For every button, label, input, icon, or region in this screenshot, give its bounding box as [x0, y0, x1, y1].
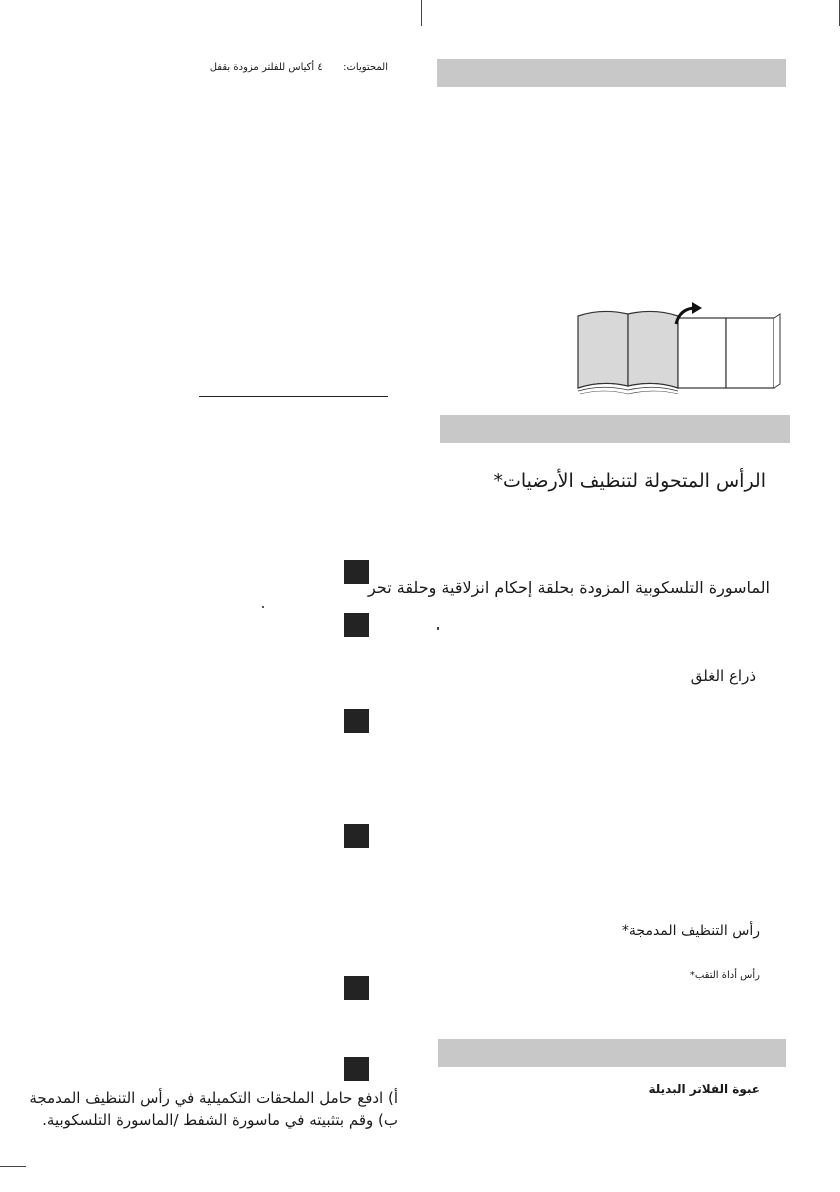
- step-marker: [344, 824, 369, 848]
- label-lock-lever: ذراع الغلق: [690, 667, 756, 685]
- crop-mark: [421, 0, 422, 26]
- booklet-foldout-illustration: [574, 302, 786, 400]
- instruction-a: أ) ادفع حامل الملحقات التكميلية في رأس التنظيف المدمجة: [29, 1089, 398, 1107]
- step-marker: [344, 560, 369, 584]
- text-fragment-dot: [262, 606, 264, 608]
- section-header-bar: [437, 59, 786, 87]
- step-marker: [344, 1057, 369, 1081]
- divider-line: [199, 396, 388, 397]
- label-crevice-nozzle: رأس أداة التقب*: [689, 970, 760, 981]
- contents-line: [210, 62, 388, 73]
- section-header-bar: [438, 1039, 786, 1067]
- step-marker: [344, 613, 369, 637]
- step-marker: [344, 976, 369, 1000]
- contents-value: ٤ أكياس للفلتر مزودة بقفل: [209, 62, 323, 73]
- contents-label: المحتويات:: [343, 62, 388, 73]
- crop-mark: [0, 1166, 26, 1167]
- label-telescopic-tube: الماسورة التلسكوبية المزودة بحلقة إحكام انزلاقية وحلقة تحر: [368, 578, 770, 597]
- label-replacement-filters: عبوة الفلاتر البديلة: [648, 1082, 760, 1096]
- step-marker: [344, 709, 369, 733]
- text-fragment-dot: [437, 627, 439, 630]
- label-floor-head: الرأس المتحولة لتنظيف الأرضيات*: [493, 470, 766, 492]
- instruction-b: ب) وقم بتثبيته في ماسورة الشفط /الماسورة التلسكوبية.: [42, 1111, 398, 1129]
- label-integrated-head: رأس التنظيف المدمجة*: [621, 923, 760, 939]
- section-header-bar: [440, 415, 790, 443]
